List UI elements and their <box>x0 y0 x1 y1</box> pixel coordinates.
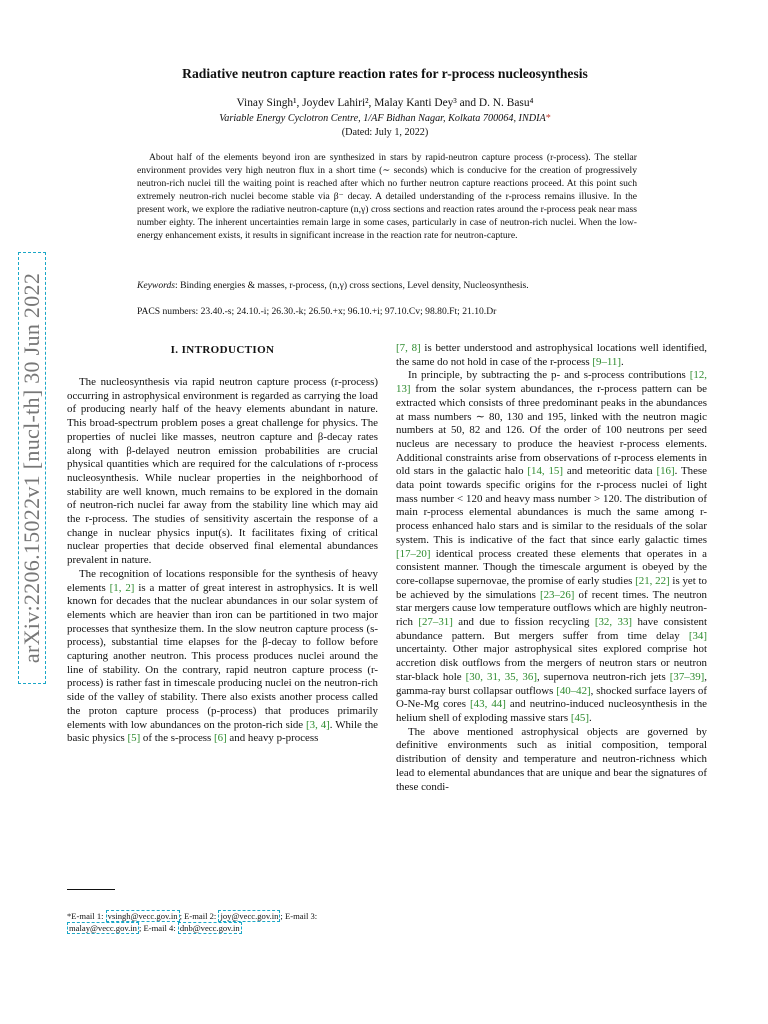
paragraph <box>396 369 707 725</box>
text-run: . These data point towards specific origins for the r-process nuclei of light mass number < 120 and heavy mass number > 120. The distribution of main r-process elemental abundances is much the same among r-process enhanced halo stars and is similar to the residuals of the solar system. This is indicative of the fact that since early galactic times <box>396 465 707 546</box>
paper-title: Radiative neutron capture reaction rates for r-process nucleosynthesis <box>182 66 588 81</box>
email-link[interactable]: joy@vecc.gov.in <box>220 911 279 921</box>
abstract: About half of the elements beyond iron are synthesized in stars by rapid-neutron capture process (r-process). The stellar environment provides very high neutron flux in a short time (∼ seconds) which is conducive for the creation of progressively neutron-rich nuclei till the waiting point is reached after which no further neutron capture reactions proceed. At this point such extremely neutron-rich nuclei become stable via β⁻ decay. A detailed understanding of the r-process remains illusive. In the present work, we explore the radiative neutron-capture (n,γ) cross sections and reaction rates around the r-process peak near mass number eighty. The inherent uncertainties remain large in some cases, particularly in case of neutron-rich nuclei. When the low-energy enhancement exists, it results in significant increase in the reaction rate for neutron-capture. <box>137 152 637 241</box>
citation-link[interactable]: [7, 8] <box>396 342 421 354</box>
email-link[interactable]: dnb@vecc.gov.in <box>179 923 240 933</box>
text-run: , shocked surface layers of O-Ne-Mg cores <box>396 684 707 711</box>
footnote-text: ; E-mail 3: <box>280 911 318 921</box>
left-column <box>67 376 378 746</box>
email-link[interactable]: malay@vecc.gov.in <box>69 923 137 933</box>
keywords <box>137 279 637 292</box>
author-list: Vinay Singh¹, Joydev Lahiri², Malay Kanti Dey³ and D. N. Basu⁴ <box>236 97 534 109</box>
text-run: is yet to be achieved by the simulations <box>396 574 707 601</box>
citation-link[interactable]: [14, 15] <box>527 465 564 478</box>
text-run: . While the basic physics <box>67 718 379 745</box>
paragraph: The above mentioned astrophysical objects are governed by definitive environments such as initial composition, temporal distribution of density and temperature and neutron-richness which lead to elemental abundances that are unique and bear the signatures of these condi- <box>396 725 707 793</box>
right-column <box>396 342 707 794</box>
text-run: and meteoritic data <box>563 465 657 478</box>
citation-link[interactable]: [27–31] <box>418 616 453 629</box>
text-run: of recent times. The neutron star mergers cause low temperature outflows which are highly neutron-rich <box>396 588 707 629</box>
text-run: identical process created these elements that operates in a consistent manner. Though the timescale argument is obeyed by the core-collapse supernovae, the promise of early studies <box>396 547 707 587</box>
citation-link[interactable]: [34] <box>688 629 707 642</box>
citation-link[interactable]: [9–11] <box>592 355 622 368</box>
footnote-mark-link[interactable]: * <box>545 113 551 124</box>
citation-link[interactable]: [1, 2] <box>109 581 135 594</box>
arxiv-id-text[interactable]: arXiv:2206.15022v1 [nucl-th] 30 Jun 2022 <box>19 272 44 664</box>
citation-link[interactable]: [12, 13] <box>396 369 707 396</box>
text-run: from the solar system abundances, the r-process pattern can be extracted which consists of three predominant peaks in the abundances at mass numbers ∼ 80, 130 and 195, linked with the neutron magic numbers at 50, 82 and 126. Of the order of 100 neutrons per seed nucleus are necessary to produce the heaviest r-process elements. Additional constraints arise from observations of r-process elements in old stars in the galactic halo <box>396 383 707 478</box>
footnote-rule <box>67 889 115 890</box>
keywords-label: Keywords <box>137 280 176 291</box>
affiliation <box>60 113 710 124</box>
citation-link[interactable]: [17–20] <box>396 547 431 560</box>
arxiv-identifier[interactable] <box>18 252 46 684</box>
text-run: and heavy p-process <box>226 732 319 745</box>
text-run: uncertainty. Other major astrophysical sites explored comprise hot accretion disk outflows from the mergers of neutron stars or neutron star-black hole <box>396 643 707 683</box>
text-run: . <box>589 711 592 724</box>
citation-link[interactable]: [21, 22] <box>635 574 670 587</box>
footnote-text: ; E-mail 4: <box>138 923 178 933</box>
text-run: , gamma-ray burst collapsar outflows <box>396 670 707 697</box>
citation-link[interactable]: [43, 44] <box>470 698 506 711</box>
text-run: and due to fission recycling <box>452 616 595 629</box>
text-run: The recognition of locations responsible for the synthesis of heavy elements <box>67 567 378 594</box>
email-link[interactable]: vsingh@vecc.gov.in <box>107 911 178 921</box>
text-run: In principle, by subtracting the p- and s-process contributions <box>408 369 690 382</box>
text-run: of the s-process <box>140 732 214 745</box>
citation-link[interactable]: [32, 33] <box>594 616 633 629</box>
citation-link[interactable]: [6] <box>214 732 227 745</box>
footnote-text: *E-mail 1: <box>67 911 106 921</box>
text-run: . <box>621 355 624 368</box>
section-heading: I. INTRODUCTION <box>170 344 275 356</box>
footnote-text: ; E-mail 2: <box>179 911 219 921</box>
text-run: is a matter of great interest in astrophysics. It is well known for decades that the nuclear abundances in our solar system of elements which are heavier than iron can be partitioned in two major processes that synthesize them. In the slow neutron capture process (s-process), substantial time elapses for the β-decay to follow before capturing another neutron. This process produces nuclei around the line of stability. On the contrary, rapid neutron capture process (r-process) is rather fast in timescale producing nuclei on the neutron-rich side of the valley of stability. There also exists another process called the proton capture process (p-process) that produces primarily elements with low abundances on the proton-rich side <box>67 581 378 731</box>
affiliation-text: Variable Energy Cyclotron Centre, 1/AF Bidhan Nagar, Kolkata 700064, INDIA <box>219 113 546 124</box>
paragraph <box>67 568 378 746</box>
citation-link[interactable]: [3, 4] <box>306 718 330 731</box>
keywords-text: : Binding energies & masses, r-process, (n,γ) cross sections, Level density, Nucleosynthesis. <box>175 280 529 291</box>
text-run: , supernova neutron-rich jets <box>536 670 670 683</box>
citation-link[interactable]: [40–42] <box>556 684 591 697</box>
footnote <box>67 910 379 934</box>
text-run: have consistent abundance pattern. But mergers suffer from time delay <box>396 616 708 642</box>
citation-link[interactable]: [5] <box>127 732 141 745</box>
paragraph <box>396 342 707 369</box>
citation-link[interactable]: [16] <box>656 465 675 478</box>
date-line: (Dated: July 1, 2022) <box>341 127 429 138</box>
citation-link[interactable]: [23–26] <box>539 588 575 601</box>
text-run: and neutrino-induced nucleosynthesis in the helium shell of exploding massive stars <box>396 698 707 724</box>
citation-link[interactable]: [30, 31, 35, 36] <box>465 670 537 683</box>
citation-link[interactable]: [37–39] <box>669 670 705 683</box>
paragraph: The nucleosynthesis via rapid neutron capture process (r-process) occurring in astrophysical environment is regarded as carrying the load of producing nearly half of the heavy elements abundant in nature. This broad-spectrum problem poses a great challenge for physics. The properties of nuclei like masses, neutron capture and β-decay rates along with β-delayed neutron emission probabilities are crucial physical quantities which are required for the calculations of r-process nucleosynthesis. While nuclear properties in the neighborhood of stability are well known, much remains to be explored in the domain of neutron-rich nuclei far away from the stability line which may aid the r-process. The studies of sensitivity ascertain the response of a change in nuclear physics input(s). It facilitates fixing of critical nuclear properties that decide observed final elemental abundances prevalent in nature. <box>67 376 378 567</box>
text-run: is better understood and astrophysical locations well identified, the same do not hold in case of the r-process <box>396 342 707 368</box>
pacs-numbers: PACS numbers: 23.40.-s; 24.10.-i; 26.30.-k; 26.50.+x; 96.10.+i; 97.10.Cv; 98.80.Ft; 21.10.Dr <box>137 306 497 317</box>
citation-link[interactable]: [45] <box>570 711 589 724</box>
